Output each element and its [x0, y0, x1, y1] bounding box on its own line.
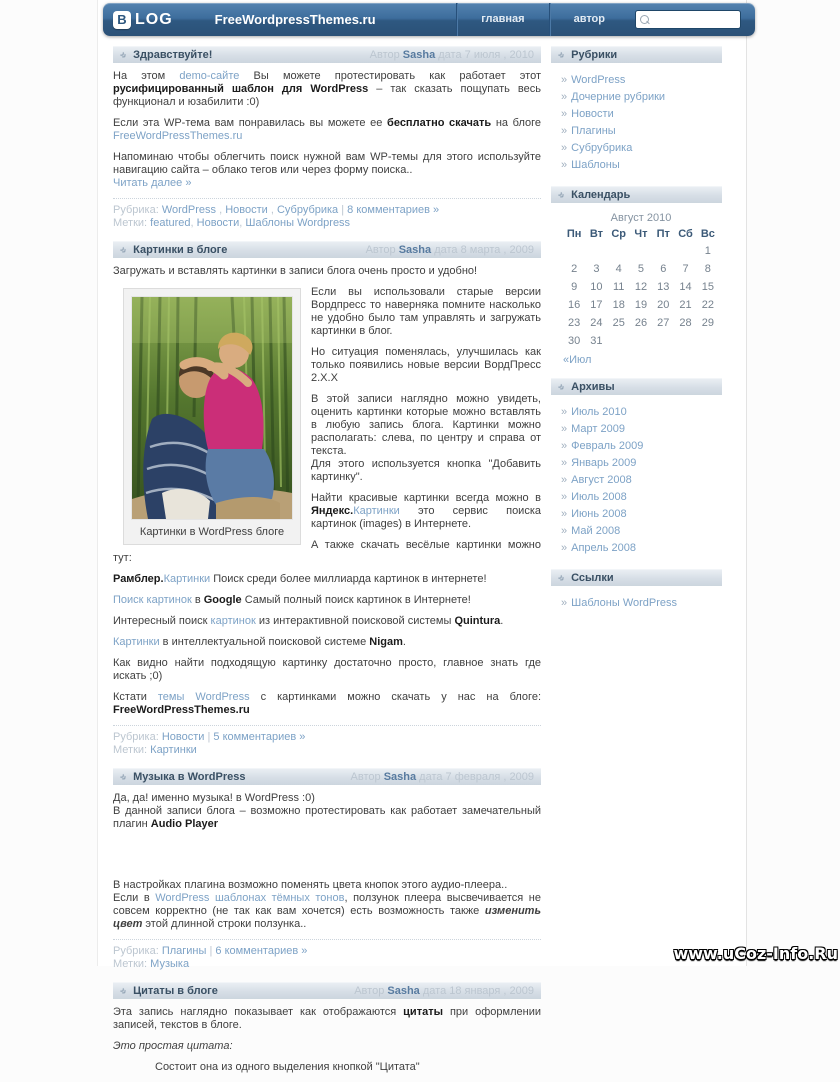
text-segment: . — [500, 615, 504, 627]
text-segment: Для этого используется кнопка "Добавить картинку". — [311, 458, 541, 483]
arrow-bullet-icon: » — [561, 108, 568, 120]
arrow-bullet-icon: » — [561, 91, 568, 103]
text-segment: В настройках плагина возможно поменять цвета кнопок этого аудио-плеера.. — [113, 879, 508, 891]
inline-link[interactable]: Картинки — [353, 505, 400, 517]
calendar-day: 22 — [701, 299, 714, 311]
text-segment: Состоит она из одного выделения кнопкой "Цитата" — [155, 1061, 420, 1073]
calendar-day: 25 — [612, 317, 625, 329]
sidebar-list-item — [561, 506, 722, 523]
text-segment: при оформлении записей, текстов в блоге. — [113, 1006, 542, 1031]
post-footer — [113, 731, 541, 757]
text-segment: из интерактивной поисковой системы — [255, 615, 455, 627]
text-segment: На этом — [113, 70, 180, 82]
text-segment: Google — [203, 594, 242, 606]
calendar-day: 27 — [657, 317, 670, 329]
paragraph — [113, 657, 541, 683]
text-segment: Самый полный поиск картинок в Интернете! — [241, 594, 471, 606]
rubric-label: Рубрика: — [113, 204, 162, 216]
post-title[interactable]: Музыка в WordPress — [133, 771, 246, 783]
calendar-day: 15 — [701, 281, 714, 293]
arrow-bullet-icon: » — [561, 474, 568, 486]
text-segment: Audio Player — [150, 818, 219, 830]
sidebar-list-item — [561, 72, 722, 89]
sidebar-list-item — [561, 404, 722, 421]
page-columns — [97, 40, 747, 1082]
rubric-link[interactable]: Плагины — [161, 945, 207, 957]
text-segment: Да, да! именно музыка! в WordPress :0) — [113, 792, 315, 804]
sidebar-section-content — [551, 70, 722, 174]
arrow-bullet-icon: » — [561, 440, 568, 452]
site-title[interactable]: FreeWordpressThemes.ru — [214, 12, 376, 27]
post-title-bar — [113, 46, 541, 63]
rubric-list — [551, 70, 722, 174]
calendar-day-header: Пн — [566, 228, 582, 240]
calendar-day: 12 — [634, 281, 648, 293]
text-segment: изменить цвет — [113, 905, 541, 930]
post-body — [113, 265, 541, 717]
paragraph — [113, 691, 541, 717]
sidebar-section-title: Рубрики — [571, 49, 618, 61]
paragraph — [113, 594, 541, 607]
tag-link[interactable]: featured — [150, 217, 191, 229]
section-arrow-icon: » — [555, 48, 568, 62]
calendar-day: 11 — [612, 281, 625, 293]
post-arrow-icon: » — [117, 243, 130, 257]
calendar-day: 24 — [590, 317, 603, 329]
post-title-bar — [113, 241, 541, 258]
rubric-link[interactable]: Новости — [161, 731, 205, 743]
calendar-day: 21 — [679, 299, 692, 311]
rubric-link[interactable]: Новости — [225, 204, 268, 216]
paragraph — [113, 70, 541, 109]
rubric-label: Рубрика: — [113, 945, 162, 957]
sidebar-section-bar — [551, 569, 722, 586]
tag-link[interactable]: Музыка — [150, 958, 190, 970]
sidebar-section-content — [551, 593, 722, 612]
text-segment: русифицированный шаблон для WordPress — [113, 83, 369, 95]
site-header — [103, 3, 755, 36]
text-segment: Quintura — [454, 615, 501, 627]
text-segment: в интеллектуальной поисковой системе — [159, 636, 370, 648]
comments-link[interactable]: 6 комментариев » — [215, 945, 308, 957]
sidebar-list-item — [561, 157, 722, 174]
text-segment: А также скачать весёлые картинки можно тут: — [113, 539, 541, 564]
calendar-day-header: Вт — [589, 228, 604, 240]
post-image-card[interactable] — [123, 288, 301, 545]
calendar-day-header: Чт — [634, 228, 648, 240]
sidebar-list-item — [561, 523, 722, 540]
post-title[interactable]: Цитаты в блоге — [133, 985, 218, 997]
author-label: Автор — [354, 985, 385, 997]
calendar-day: 29 — [701, 317, 714, 329]
paragraph — [113, 1006, 541, 1032]
sidebar-section-bar — [551, 46, 722, 63]
paragraph — [113, 265, 541, 278]
calendar-day: 28 — [679, 317, 692, 329]
archive-link[interactable]: Май 2008 — [571, 525, 621, 537]
text-segment: в — [191, 594, 204, 606]
comments-link[interactable]: 5 комментариев » — [213, 731, 306, 743]
author-label: Автор — [369, 49, 400, 61]
calendar-day — [585, 242, 607, 260]
calendar-day — [563, 242, 585, 260]
text-segment: Это простая цитата: — [113, 1040, 233, 1052]
text-segment: Кстати — [113, 691, 158, 703]
text-segment: Но ситуация поменялась, улучшилась как только появились новые версии ВордПресс 2.X.X — [311, 346, 541, 384]
text-segment: Вы можете протестировать как работает этот — [239, 70, 542, 82]
text-segment: с картинками можно скачать у нас на блоге: — [249, 691, 541, 703]
sidebar-section-content — [551, 402, 722, 557]
sidebar-list-item — [561, 455, 722, 472]
tag-link[interactable]: Картинки — [150, 744, 197, 756]
sidebar-list-item — [561, 472, 722, 489]
audio-player-placeholder — [113, 839, 541, 879]
tags-label: Метки: — [113, 958, 151, 970]
search-icon — [640, 15, 649, 24]
inline-link[interactable]: Картинки — [163, 573, 211, 585]
calendar-caption: Август 2010 — [610, 212, 672, 224]
paragraph — [113, 573, 541, 586]
text-segment: бесплатно скачать — [387, 117, 492, 129]
search-box — [635, 10, 741, 29]
blog-post — [113, 46, 541, 230]
sidebar-section-bar — [551, 378, 722, 395]
paragraph — [113, 879, 541, 931]
author-link[interactable]: Sasha — [402, 49, 436, 61]
text-segment: Nigam — [369, 636, 403, 648]
archive-list — [551, 402, 722, 557]
section-arrow-icon: » — [555, 188, 568, 202]
sidebar-list-item — [561, 540, 722, 557]
text-segment: В данной записи блога – возможно протестировать как работает замечательный плагин — [113, 805, 541, 830]
calendar-day: 19 — [634, 299, 648, 311]
calendar-day: 31 — [590, 335, 603, 347]
rubric-link[interactable]: Новости — [571, 108, 614, 120]
calendar-day-header: Вс — [700, 228, 715, 240]
arrow-bullet-icon: » — [561, 542, 568, 554]
archive-link[interactable]: Январь 2009 — [571, 457, 637, 469]
separator: | — [338, 204, 348, 216]
image-caption: Картинки в WordPress блоге — [139, 526, 285, 538]
author-link[interactable]: Sasha — [398, 244, 432, 256]
sidebar-section-archives — [551, 378, 722, 557]
tag-link[interactable]: Новости — [196, 217, 240, 229]
dotted-divider — [113, 725, 541, 726]
sidebar-section-title: Календарь — [571, 189, 631, 201]
calendar-day-header: Ср — [611, 228, 627, 240]
calendar-day: 6 — [660, 263, 667, 275]
inline-link[interactable]: Читать далее » — [113, 177, 192, 189]
sidebar-section-rubrics — [551, 46, 722, 174]
sidebar-list-item — [561, 489, 722, 506]
tags-line — [113, 958, 541, 971]
blog-logo[interactable] — [113, 11, 173, 29]
separator: , — [239, 217, 246, 229]
arrow-bullet-icon: » — [561, 142, 568, 154]
calendar-widget — [551, 210, 722, 366]
text-segment: Если вы использовали старые версии Вордпресс то наверняка помните насколько не удобно было там управлять и загружать картинки в блог. — [311, 286, 541, 337]
text-segment: это сервис поиска картинок (images) в Интернете. — [311, 505, 541, 530]
calendar-day: 9 — [571, 281, 578, 293]
inline-link[interactable]: Поиск картинок — [113, 594, 192, 606]
text-segment: Поиск среди более миллиарда картинок в интернете! — [210, 573, 487, 585]
search-input[interactable] — [652, 13, 734, 26]
blog-post — [113, 241, 541, 757]
arrow-bullet-icon: » — [561, 406, 568, 418]
paragraph — [113, 151, 541, 190]
sidebar-list-item — [561, 421, 722, 438]
rubric-link[interactable]: WordPress — [161, 204, 217, 216]
calendar-day: 26 — [634, 317, 648, 329]
arrow-bullet-icon: » — [561, 423, 568, 435]
rubric-link[interactable]: Плагины — [571, 125, 616, 137]
tags-line — [113, 744, 541, 757]
sidebar-section-links — [551, 569, 722, 612]
section-arrow-icon: » — [555, 380, 568, 394]
sidebar-list-item — [561, 89, 722, 106]
watermark: www.uCoz-Info.Ru — [673, 944, 838, 963]
rubric-link[interactable]: Субрубрика — [571, 142, 633, 154]
archive-link[interactable]: Август 2008 — [571, 474, 632, 486]
text-segment: Яндекс. — [311, 505, 354, 517]
author-label: Автор — [365, 244, 396, 256]
archive-link[interactable]: Июль 2010 — [571, 406, 627, 418]
inline-link[interactable]: картинок — [210, 615, 256, 627]
calendar-day-header: Пт — [656, 228, 670, 240]
calendar-prev — [563, 354, 722, 366]
calendar-day — [630, 332, 652, 350]
rubric-link[interactable]: Субрубрика — [276, 204, 339, 216]
calendar-day — [652, 242, 674, 260]
rubric-label: Рубрика: — [113, 731, 162, 743]
post-meta — [370, 49, 534, 61]
inline-link[interactable]: FreeWordPressThemes.ru — [113, 130, 243, 142]
calendar-day — [652, 332, 674, 350]
calendar-day: 10 — [590, 281, 603, 293]
calendar-day: 18 — [612, 299, 625, 311]
post-date: дата 18 января , 2009 — [422, 985, 534, 997]
post-body — [113, 70, 541, 190]
separator: , — [267, 204, 277, 216]
calendar-day: 4 — [615, 263, 622, 275]
archive-link[interactable]: Февраль 2009 — [571, 440, 644, 452]
rubric-line — [113, 731, 541, 744]
rubric-link[interactable]: WordPress — [571, 74, 626, 86]
post-arrow-icon: » — [117, 984, 130, 998]
arrow-bullet-icon: » — [561, 159, 568, 171]
text-segment: , ползунок плеера высвечивается не совсем корректно (не так как вам хочется) есть возможность также — [113, 892, 542, 917]
main-nav — [456, 3, 629, 36]
dotted-divider — [113, 939, 541, 940]
sidebar-section-title: Архивы — [571, 381, 615, 393]
calendar-table — [563, 226, 719, 350]
blog-post — [113, 982, 541, 1074]
calendar-day — [608, 332, 630, 350]
separator: | — [204, 731, 214, 743]
post-meta — [354, 985, 534, 997]
comments-link[interactable]: 8 комментариев » — [347, 204, 440, 216]
post-title[interactable]: Здравствуйте! — [133, 49, 213, 61]
sidebar-list-item — [561, 106, 722, 123]
post-arrow-icon: » — [117, 770, 130, 784]
calendar-day — [697, 332, 719, 350]
sidebar-section-title: Ссылки — [571, 572, 614, 584]
nav-item-home[interactable]: главная — [456, 3, 548, 36]
blog-post — [113, 768, 541, 971]
inline-link[interactable]: Картинки — [113, 636, 160, 648]
post-date: дата 8 марта , 2009 — [434, 244, 534, 256]
post-footer — [113, 945, 541, 971]
archive-link[interactable]: Июнь 2008 — [571, 508, 627, 520]
rubric-line — [113, 945, 541, 958]
post-meta — [366, 244, 534, 256]
calendar-day — [630, 242, 652, 260]
text-segment: . — [402, 636, 406, 648]
inline-link[interactable]: demo-сайте — [179, 70, 240, 82]
blogroll-list — [551, 593, 722, 612]
calendar-day — [608, 242, 630, 260]
calendar-day: 20 — [657, 299, 670, 311]
sidebar-list-item — [561, 438, 722, 455]
separator: | — [206, 945, 216, 957]
rubric-link[interactable]: Дочерние рубрики — [571, 91, 666, 103]
separator: , — [216, 204, 226, 216]
sidebar-section-bar — [551, 186, 722, 203]
arrow-bullet-icon: » — [561, 491, 568, 503]
arrow-bullet-icon: » — [561, 457, 568, 469]
post-meta — [351, 771, 534, 783]
arrow-bullet-icon: » — [561, 125, 568, 137]
calendar-day: 3 — [593, 263, 600, 275]
text-segment: Если эта WP-тема вам понравилась вы можете ее — [113, 117, 388, 129]
calendar-day: 5 — [637, 263, 645, 275]
post-date: дата 7 июля , 2010 — [438, 49, 534, 61]
arrow-bullet-icon: » — [561, 74, 568, 86]
paragraph — [113, 792, 541, 831]
calendar-day-header: Сб — [678, 228, 693, 240]
calendar-day: 13 — [657, 281, 670, 293]
calendar-day — [674, 332, 696, 350]
post-body — [113, 1006, 541, 1074]
text-segment: Найти красивые картинки всегда можно в — [311, 492, 541, 504]
post-arrow-icon: » — [117, 48, 130, 62]
calendar-day: 17 — [590, 299, 603, 311]
sidebar — [551, 46, 722, 1082]
post-title-bar — [113, 768, 541, 785]
rubric-link[interactable]: Шаблоны — [571, 159, 620, 171]
paragraph — [113, 636, 541, 649]
text-segment: Если в — [113, 892, 156, 904]
sidebar-section-content — [551, 210, 722, 366]
text-segment: Напоминаю чтобы облегчить поиск нужной вам WP-темы для этого используйте навигацию сайта – облако тегов или через форму поиска.. — [113, 151, 541, 176]
tags-label: Метки: — [113, 744, 151, 756]
post-body — [113, 792, 541, 931]
paragraph — [113, 1040, 541, 1053]
calendar-day: 16 — [568, 299, 581, 311]
nav-item-author[interactable]: автор — [549, 3, 629, 36]
author-label: Автор — [350, 771, 381, 783]
sidebar-list-item — [561, 140, 722, 157]
post-footer — [113, 204, 541, 230]
calendar-day: 30 — [568, 335, 581, 347]
text-segment: на блоге — [491, 117, 541, 129]
inline-link[interactable]: WordPress шаблонах тёмных тонов — [155, 892, 345, 904]
text-segment: Эта запись наглядно показывает как отображаются — [113, 1006, 404, 1018]
archive-link[interactable]: Март 2009 — [571, 423, 625, 435]
text-segment: – так сказать пощупать весь функционал и юзабилити :0) — [113, 83, 541, 108]
tag-link[interactable]: Шаблоны Wordpress — [245, 217, 351, 229]
post-date: дата 7 февраля , 2009 — [419, 771, 534, 783]
dotted-divider — [113, 198, 541, 199]
paragraph — [113, 615, 541, 628]
tags-label: Метки: — [113, 217, 151, 229]
calendar-day: 1 — [704, 245, 711, 257]
posts-column — [113, 46, 541, 1082]
couple-photo — [131, 296, 293, 520]
sidebar-list-item — [561, 123, 722, 140]
calendar-day: 14 — [679, 281, 692, 293]
post-title-bar — [113, 982, 541, 999]
sidebar-section-calendar — [551, 186, 722, 366]
archive-link[interactable]: Июль 2008 — [571, 491, 627, 503]
calendar-day — [674, 242, 696, 260]
text-segment: FreeWordPressThemes.ru — [113, 704, 250, 716]
author-link[interactable]: Sasha — [387, 985, 420, 997]
logo-text: LOG — [135, 10, 173, 28]
paragraph — [113, 117, 541, 143]
separator: , — [190, 217, 197, 229]
text-segment: Как видно найти подходящую картинку достаточно просто, главное знать где искать ;0) — [113, 657, 541, 682]
text-segment: Загружать и вставлять картинки в записи блога очень просто и удобно! — [113, 265, 478, 277]
text-segment: Рамблер. — [113, 573, 164, 585]
blogroll-link[interactable]: Шаблоны WordPress — [571, 597, 678, 609]
inline-link[interactable]: темы WordPress — [157, 691, 250, 703]
calendar-day: 23 — [568, 317, 581, 329]
tags-line — [113, 217, 541, 230]
rubric-line — [113, 204, 541, 217]
text-segment: Интересный поиск — [113, 615, 211, 627]
section-arrow-icon: » — [555, 571, 568, 585]
text-segment: цитаты — [403, 1006, 443, 1018]
paragraph — [155, 1061, 541, 1074]
arrow-bullet-icon: » — [561, 508, 568, 520]
author-link[interactable]: Sasha — [383, 771, 417, 783]
post-title[interactable]: Картинки в блоге — [133, 244, 228, 256]
archive-link[interactable]: Апрель 2008 — [571, 542, 636, 554]
calendar-day: 7 — [682, 263, 689, 275]
calendar-day: 8 — [704, 263, 711, 275]
text-segment: В этой записи наглядно можно увидеть, оценить картинки которые можно вставлять в любую запись блога. Картинки можно располагать: слева, по центру и справа от текста. — [311, 393, 541, 457]
prev-month-link[interactable]: «Июл — [563, 354, 592, 366]
sidebar-list-item — [561, 595, 722, 612]
arrow-bullet-icon: » — [561, 597, 568, 609]
calendar-day: 2 — [571, 263, 578, 275]
logo-b-icon: B — [113, 11, 131, 29]
arrow-bullet-icon: » — [561, 525, 568, 537]
text-segment: этой длинной строки ползунка.. — [142, 918, 307, 930]
